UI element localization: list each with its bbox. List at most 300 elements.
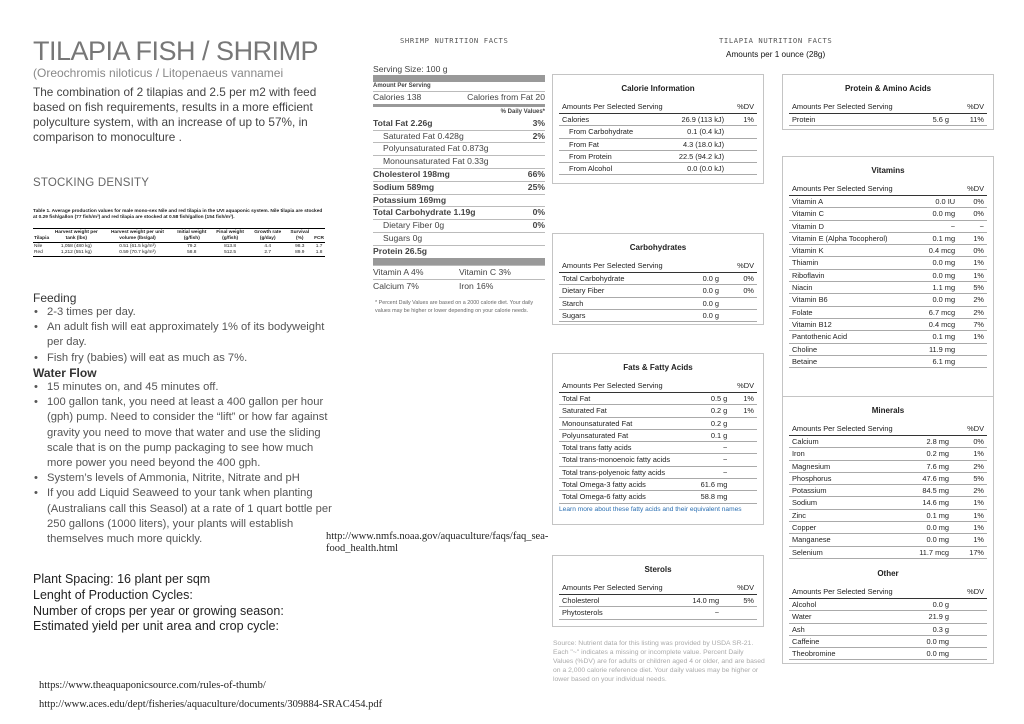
table-cell: 813.8 xyxy=(224,243,237,249)
nutrient-amount: 0.1 mg xyxy=(917,232,958,244)
nutrient-label: Betaine xyxy=(789,355,917,367)
usda-source-note: Source: Nutrient data for this listing was provided by USDA SR-21. Each "~" indicates a missing or incomplete value. Percent Daily Values (%DV) are for adults or children aged 4 or older, and are based on a 2,000 calorie reference diet. Your daily values may be higher or lower based on your individual needs. xyxy=(553,640,765,683)
shrimp-footnote: * Percent Daily Values are based on a 2000 calorie diet. Your daily values may be higher or lower depending on your calorie needs. xyxy=(375,299,534,314)
nutrient-dv: 0% xyxy=(532,207,545,218)
nutrient-row xyxy=(373,168,545,181)
column-dv: %DV xyxy=(722,582,757,595)
nutrient-label: Sodium xyxy=(789,497,880,509)
nutrient-row xyxy=(789,635,987,647)
nutrient-dv: 5% xyxy=(952,472,987,484)
nutrient-label: Starch xyxy=(559,297,682,309)
nutrient-label: Total trans-monoenoic fatty acids xyxy=(559,454,692,466)
nutrient-table-header xyxy=(559,260,757,273)
nutrient-row xyxy=(559,429,757,441)
table-header: Growth rate (g/day) xyxy=(249,229,286,243)
nutrient-amount: 0.0 g xyxy=(682,309,722,321)
nutrient-dv: 1% xyxy=(958,269,987,281)
nutrient-amount: ~ xyxy=(692,466,730,478)
nutrient-row xyxy=(559,479,757,491)
table-cell: 0.51 (61.5 kg/m³) xyxy=(119,243,156,249)
nutrient-label: Vitamin B6 xyxy=(789,294,917,306)
nutrient-row xyxy=(789,509,987,521)
nutrient-dv: 0% xyxy=(722,285,757,297)
nutrient-amount: 0.2 mg xyxy=(880,448,952,460)
nutrient-row xyxy=(789,318,987,330)
nutrient-table-header xyxy=(789,183,987,196)
nutrient-label: Saturated Fat xyxy=(559,405,692,417)
nutrient-label: Iron xyxy=(789,448,880,460)
fatty-acids-link[interactable]: Learn more about these fatty acids and their equivalent names xyxy=(559,505,742,513)
nutrient-table xyxy=(789,183,987,368)
column-label: Amounts Per Selected Serving xyxy=(789,183,958,196)
nutrient-dv: 1% xyxy=(730,393,757,405)
nutrient-amount: 6.7 mcg xyxy=(917,306,958,318)
nutrient-row xyxy=(373,245,545,258)
nutrient-amount: ~ xyxy=(655,607,722,619)
nutrient-amount: 22.5 (94.2 kJ) xyxy=(660,150,727,162)
nutrient-amount: 0.0 mg xyxy=(880,534,952,546)
column-dv: %DV xyxy=(722,260,757,273)
nutrient-label: Vitamin B12 xyxy=(789,318,917,330)
serving-size: Serving Size: 100 g xyxy=(373,64,448,74)
nutrient-amount: 0.2 g xyxy=(692,417,730,429)
nutrient-row xyxy=(373,181,545,194)
nutrient-table xyxy=(789,423,987,571)
nutrient-row xyxy=(559,393,757,405)
nutrient-dv: 1% xyxy=(958,331,987,343)
nutrient-label: Total Omega-3 fatty acids xyxy=(559,479,692,491)
nutrient-amount: 26.9 (113 kJ) xyxy=(660,114,727,126)
nutrient-dv xyxy=(952,648,987,660)
nutrient-amount: 0.0 IU xyxy=(917,196,958,208)
nutrient-amount: ~ xyxy=(692,454,730,466)
nutrient-amount: 7.6 mg xyxy=(880,460,952,472)
nutrient-table-header xyxy=(789,586,987,599)
nutrient-row xyxy=(373,142,545,155)
crop-info-line: Estimated yield per unit area and crop cycle: xyxy=(33,619,279,634)
nutrient-row xyxy=(559,309,757,321)
table-header: Tilapia xyxy=(33,229,50,243)
nutrient-dv: 2% xyxy=(952,485,987,497)
panel-fats xyxy=(552,353,764,525)
table-header: Final weight (g/fish) xyxy=(211,229,249,243)
nutrient-dv xyxy=(730,442,757,454)
nutrient-table xyxy=(559,380,757,504)
nutrient-dv xyxy=(722,607,757,619)
stocking-density-heading: STOCKING DENSITY xyxy=(33,177,150,189)
nutrient-row xyxy=(559,114,757,126)
nutrient-row xyxy=(789,460,987,472)
crop-info-lines xyxy=(33,572,284,635)
crop-info-line: Number of crops per year or growing season: xyxy=(33,603,284,618)
nutrient-dv xyxy=(722,297,757,309)
nutrient-label: Water xyxy=(789,611,892,623)
nutrient-amount: 0.4 mcg xyxy=(917,245,958,257)
column-label: Amounts Per Selected Serving xyxy=(789,101,952,114)
panel-title: Sterols xyxy=(644,565,672,574)
table-header: Initial weight (g/fish) xyxy=(172,229,211,243)
panel-title: Calorie Information xyxy=(621,84,695,93)
nutrient-dv: 1% xyxy=(952,522,987,534)
nutrient-row xyxy=(789,436,987,448)
panel-calorie xyxy=(552,74,764,184)
nutrient-label: Protein 26.5g xyxy=(373,245,427,256)
nutrient-dv: 2% xyxy=(958,294,987,306)
nutrient-row xyxy=(789,611,987,623)
nutrient-amount: 58.8 mg xyxy=(692,491,730,503)
nutrient-row xyxy=(789,196,987,208)
nutrient-dv: ~ xyxy=(958,220,987,232)
crop-info-line: Lenght of Production Cycles: xyxy=(33,587,193,602)
nutrient-amount: 0.0 mg xyxy=(917,257,958,269)
nutrient-amount: 0.1 mg xyxy=(880,509,952,521)
nutrient-label: Manganese xyxy=(789,534,880,546)
nutrient-row xyxy=(789,623,987,635)
nutrient-label: Calories xyxy=(559,114,660,126)
nutrient-table-header xyxy=(559,380,757,393)
feeding-list xyxy=(33,305,333,366)
nutrient-amount: 5.6 g xyxy=(881,114,952,126)
nutrient-dv xyxy=(952,599,987,611)
vitamin-value: Iron 16% xyxy=(459,280,494,291)
nutrient-row xyxy=(559,150,757,162)
nutrient-row xyxy=(789,355,987,367)
nutrient-label: From Alcohol xyxy=(559,163,660,175)
feeding-section xyxy=(33,291,333,366)
nutrient-amount: 0.0 (0.0 kJ) xyxy=(660,163,727,175)
nutrient-dv xyxy=(730,417,757,429)
nutrient-row xyxy=(789,306,987,318)
nutrient-amount: 84.5 mg xyxy=(880,485,952,497)
nutrient-dv: 1% xyxy=(958,257,987,269)
nutrient-amount: 0.1 mg xyxy=(917,331,958,343)
panel-title: Fats & Fatty Acids xyxy=(623,363,693,372)
nutrient-amount: 47.6 mg xyxy=(880,472,952,484)
nutrient-dv xyxy=(727,138,757,150)
nutrient-row xyxy=(789,294,987,306)
nutrient-table xyxy=(789,586,987,660)
table-cell: 512.5 xyxy=(211,249,249,256)
nutrient-dv: 5% xyxy=(958,282,987,294)
nutrient-label: Vitamin A xyxy=(789,196,917,208)
column-label: Amounts Per Selected Serving xyxy=(559,101,727,114)
nutrient-label: Total Carbohydrate 1.19g xyxy=(373,207,476,218)
water-flow-item: • 100 gallon tank, you need at least a 400 gallon per hour (gph) pump. Need to consider the “lift” or how far against gravity you need to move that water and use the sliding scale that is on the pump packaging to see how much more power you need beyond the 400 gph. xyxy=(33,395,333,471)
nutrient-amount: 0.0 mg xyxy=(880,522,952,534)
nutrient-label: Monounsaturated Fat 0.33g xyxy=(383,156,489,167)
nutrient-amount: 6.1 mg xyxy=(917,355,958,367)
page-title: TILAPIA FISH / SHRIMP xyxy=(33,36,319,66)
nutrient-dv xyxy=(958,343,987,355)
nutrient-dv: 2% xyxy=(958,306,987,318)
panel-title: Vitamins xyxy=(871,166,905,175)
panel-sterols xyxy=(552,555,764,627)
nutrient-dv: 1% xyxy=(958,232,987,244)
nutrient-amount: 2.8 mg xyxy=(880,436,952,448)
nutrient-amount: 4.3 (18.0 kJ) xyxy=(660,138,727,150)
nutrient-label: Vitamin K xyxy=(789,245,917,257)
nutrient-amount: ~ xyxy=(692,442,730,454)
panel-title: Carbohydrates xyxy=(629,243,687,252)
vitamin-row xyxy=(373,265,545,279)
nutrient-amount: 0.4 mcg xyxy=(917,318,958,330)
species-subtitle: (Oreochromis niloticus / Litopenaeus vannamei xyxy=(33,66,284,80)
water-flow-section xyxy=(33,366,333,547)
nutrient-label: Polyunsaturated Fat 0.873g xyxy=(383,143,489,154)
column-label: Amounts Per Selected Serving xyxy=(789,423,952,436)
table-row xyxy=(33,249,325,256)
nutrient-label: Total trans-polyenoic fatty acids xyxy=(559,466,692,478)
nutrient-dv xyxy=(730,491,757,503)
nutrient-label: Cholesterol xyxy=(559,595,655,607)
nutrient-table xyxy=(559,582,757,620)
nutrient-label: Alcohol xyxy=(789,599,892,611)
nutrient-row xyxy=(789,257,987,269)
water-flow-item: • System’s levels of Ammonia, Nitrite, Nitrate and pH xyxy=(33,471,333,486)
table-cell: Nile xyxy=(34,243,43,249)
vitamin-row xyxy=(373,279,545,293)
nutrient-label: Theobromine xyxy=(789,648,892,660)
nutrient-row xyxy=(789,282,987,294)
nutrient-label: Zinc xyxy=(789,509,880,521)
vitamin-value: Vitamin C 3% xyxy=(459,266,511,277)
nutrient-dv: 1% xyxy=(952,534,987,546)
nutrient-label: Caffeine xyxy=(789,635,892,647)
nutrient-amount: 11.9 mg xyxy=(917,343,958,355)
nutrient-row xyxy=(559,417,757,429)
table-cell: 1,058 (480 kg) xyxy=(60,243,92,249)
column-dv: %DV xyxy=(952,423,987,436)
nutrient-row xyxy=(789,343,987,355)
nutrient-dv: 0% xyxy=(958,196,987,208)
feeding-item: • An adult fish will eat approximately 1% of its bodyweight per day. xyxy=(33,320,333,350)
nutrient-amount: 14.6 mg xyxy=(880,497,952,509)
noaa-url-line-1[interactable]: http://www.nmfs.noaa.gov/aquaculture/faqs/faq_sea- xyxy=(326,531,549,542)
nutrient-row xyxy=(559,454,757,466)
noaa-url-line-2[interactable]: food_health.html xyxy=(326,543,399,554)
nutrient-dv xyxy=(952,635,987,647)
nutrient-row xyxy=(559,273,757,285)
nutrient-label: From Fat xyxy=(559,138,660,150)
vitamin-value: Vitamin A 4% xyxy=(373,266,424,277)
nutrient-table-header xyxy=(789,423,987,436)
tilapia-heading: TILAPIA NUTRITION FACTS xyxy=(719,36,833,45)
nutrient-dv: 7% xyxy=(958,318,987,330)
nutrient-amount: 0.0 g xyxy=(892,599,952,611)
nutrient-row xyxy=(373,194,545,207)
panel-title: Minerals xyxy=(871,406,905,415)
nutrient-row xyxy=(789,245,987,257)
panel-carbohydrates xyxy=(552,233,764,325)
production-table-caption: Table 1. Average production values for male mono-sex Nile and red tilapia in the UVI aquaponic system. Nile tilapia are stocked at 0.29 fish/gallon (77 fish/m³) and red tilapia are stocked at 0.58 fish/gallon (154 fish/m³). xyxy=(33,209,323,220)
nutrient-amount: 0.1 g xyxy=(692,429,730,441)
nutrient-amount: 21.9 g xyxy=(892,611,952,623)
nutrient-label: Folate xyxy=(789,306,917,318)
nutrient-row xyxy=(789,648,987,660)
nutrient-row xyxy=(559,607,757,619)
nutrient-row xyxy=(789,546,987,558)
nutrient-row xyxy=(789,522,987,534)
nutrient-label: From Carbohydrate xyxy=(559,126,660,138)
panel-other xyxy=(782,560,994,664)
nutrient-row xyxy=(789,472,987,484)
calories-from-fat: Calories from Fat 20 xyxy=(467,92,545,102)
panel-vitamins xyxy=(782,156,994,399)
nutrient-dv: 1% xyxy=(730,405,757,417)
nutrient-label: Potassium 169mg xyxy=(373,194,447,205)
aquaponic-source-url[interactable]: https://www.theaquaponicsource.com/rules-of-thumb/ xyxy=(39,680,266,691)
table-cell: 2.7 xyxy=(249,249,286,256)
nutrient-row xyxy=(559,595,757,607)
tilapia-amount: Amounts per 1 ounce (28g) xyxy=(726,50,826,59)
nutrient-table xyxy=(559,101,757,175)
nutrient-table xyxy=(559,260,757,322)
nutrient-dv: 25% xyxy=(527,181,545,192)
nutrient-label: Protein xyxy=(789,114,881,126)
nutrient-row xyxy=(559,297,757,309)
nutrient-dv xyxy=(727,163,757,175)
nutrient-amount: 0.0 g xyxy=(682,285,722,297)
nutrient-label: Sodium 589mg xyxy=(373,181,435,192)
nutrient-table-header xyxy=(559,101,757,114)
nutrient-dv: 17% xyxy=(952,546,987,558)
nutrient-amount: 0.0 mg xyxy=(917,269,958,281)
nutrient-amount: 0.5 g xyxy=(692,393,730,405)
nutrient-dv: 1% xyxy=(952,448,987,460)
nutrient-label: From Protein xyxy=(559,150,660,162)
nutrient-label: Total Fat 2.26g xyxy=(373,117,433,128)
column-label: Amounts Per Selected Serving xyxy=(559,260,722,273)
nutrient-label: Total Carbohydrate xyxy=(559,273,682,285)
table-header: Harvest weight per tank (lbs) xyxy=(50,229,102,243)
nutrient-row xyxy=(373,118,545,130)
panel-protein xyxy=(782,74,994,130)
nutrient-amount: 61.6 mg xyxy=(692,479,730,491)
table-header: Survival (%) xyxy=(286,229,313,243)
production-table xyxy=(33,228,325,257)
nutrient-row xyxy=(373,232,545,245)
column-dv: %DV xyxy=(952,586,987,599)
water-flow-item: • If you add Liquid Seaweed to your tank when planting (Australians call this Seasol) at a rate of 1 quart bottle per 250 gallons (1000 liters), your plants will establish themselves much more quickly. xyxy=(33,486,333,547)
nutrient-dv: 11% xyxy=(952,114,987,126)
nutrient-label: Total Omega-6 fatty acids xyxy=(559,491,692,503)
nutrient-row xyxy=(789,232,987,244)
nutrient-amount: ~ xyxy=(917,220,958,232)
nutrient-dv: 5% xyxy=(722,595,757,607)
nutrient-label: Dietary Fiber 0g xyxy=(383,220,445,231)
column-dv: %DV xyxy=(952,101,987,114)
table-row xyxy=(33,243,325,250)
nutrient-dv xyxy=(727,150,757,162)
panel-title: Other xyxy=(877,569,899,578)
nutrient-dv xyxy=(730,479,757,491)
nutrient-dv: 1% xyxy=(727,114,757,126)
nutrient-row xyxy=(789,497,987,509)
feeding-heading: Feeding xyxy=(33,291,77,305)
nutrient-row xyxy=(789,114,987,126)
water-flow-heading: Water Flow xyxy=(33,366,97,380)
nutrient-row xyxy=(559,405,757,417)
water-flow-item: • 15 minutes on, and 45 minutes off. xyxy=(33,380,333,395)
nutrient-label: Total trans fatty acids xyxy=(559,442,692,454)
nutrient-label: Saturated Fat 0.428g xyxy=(383,130,464,141)
nutrient-table xyxy=(789,101,987,126)
nutrient-label: Polyunsaturated Fat xyxy=(559,429,692,441)
amount-per-serving: Amount Per Serving xyxy=(373,83,431,89)
nutrient-amount: 1.1 mg xyxy=(917,282,958,294)
table-cell: 4.4 xyxy=(264,243,272,249)
nutrient-dv xyxy=(730,466,757,478)
nutrient-row xyxy=(373,130,545,143)
nutrient-amount: 14.0 mg xyxy=(655,595,722,607)
table-header: FCR xyxy=(313,229,325,243)
nutrient-label: Sugars 0g xyxy=(383,232,423,243)
nutrient-row xyxy=(373,219,545,232)
nutrient-dv xyxy=(952,611,987,623)
nutrient-dv: 0% xyxy=(532,220,545,231)
nutrient-dv: 0% xyxy=(952,436,987,448)
nutrient-row xyxy=(789,448,987,460)
table-header: Harvest weight per unit volume (lbs/gal) xyxy=(103,229,173,243)
nutrient-row xyxy=(789,220,987,232)
table-cell: 1.8 xyxy=(313,249,325,256)
nutrient-row xyxy=(789,485,987,497)
nutrient-row xyxy=(373,155,545,168)
nutrient-row xyxy=(559,126,757,138)
nutrient-dv: 0% xyxy=(958,245,987,257)
vitamin-value: Calcium 7% xyxy=(373,280,419,291)
table-cell: 79.2 xyxy=(187,243,197,249)
nutrient-label: Potassium xyxy=(789,485,880,497)
aces-url[interactable]: http://www.aces.edu/dept/fisheries/aquaculture/documents/309884-SRAC454.pdf xyxy=(39,699,383,710)
nutrient-label: Phytosterols xyxy=(559,607,655,619)
panel-minerals xyxy=(782,396,994,574)
nutrient-row xyxy=(789,331,987,343)
nutrient-amount: 0.0 g xyxy=(682,297,722,309)
nutrient-label: Ash xyxy=(789,623,892,635)
nutrient-dv xyxy=(952,623,987,635)
nutrient-label: Total Fat xyxy=(559,393,692,405)
nutrient-label: Dietary Fiber xyxy=(559,285,682,297)
noaa-url[interactable] xyxy=(326,531,551,555)
column-label: Amounts Per Selected Serving xyxy=(559,582,722,595)
nutrient-dv: 2% xyxy=(532,130,545,141)
table-cell: 1,212 (551 kg) xyxy=(50,249,102,256)
nutrient-label: Pantothenic Acid xyxy=(789,331,917,343)
nutrient-label: Niacin xyxy=(789,282,917,294)
nutrient-dv: 66% xyxy=(527,168,545,179)
nutrient-row xyxy=(559,138,757,150)
nutrient-row xyxy=(559,442,757,454)
table-cell: 58.8 xyxy=(172,249,211,256)
column-dv: %DV xyxy=(958,183,987,196)
nutrient-dv xyxy=(958,355,987,367)
table-cell: Red xyxy=(33,249,50,256)
nutrient-amount: 0.1 (0.4 kJ) xyxy=(660,126,727,138)
nutrient-amount: 0.0 mg xyxy=(892,648,952,660)
nutrient-table-header xyxy=(559,582,757,595)
nutrient-amount: 11.7 mcg xyxy=(880,546,952,558)
nutrient-dv: 0% xyxy=(722,273,757,285)
nutrient-label: Sugars xyxy=(559,309,682,321)
nutrient-label: Vitamin D xyxy=(789,220,917,232)
table-cell: 0.59 (70.7 kg/m³) xyxy=(103,249,173,256)
nutrient-label: Copper xyxy=(789,522,880,534)
nutrient-dv xyxy=(730,429,757,441)
nutrient-label: Choline xyxy=(789,343,917,355)
column-label: Amounts Per Selected Serving xyxy=(789,586,952,599)
nutrient-dv xyxy=(722,309,757,321)
